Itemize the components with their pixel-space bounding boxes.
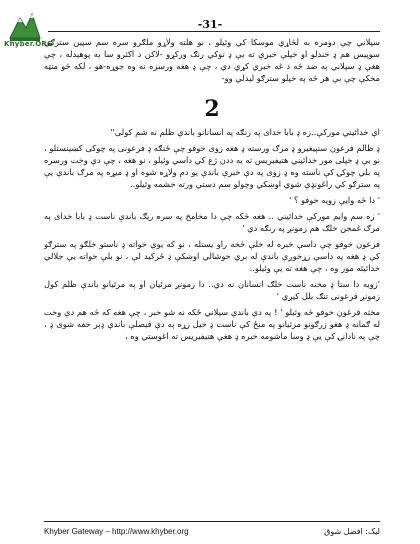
logo-text: Khyber.ORG <box>4 40 53 48</box>
header-rule <box>48 31 380 32</box>
footer-website: Khyber Gateway – http://www.khyber.org <box>44 527 189 536</box>
chapter-title: اې خدائيني مورکې..زه ډ بابا خدای په رنګه په انسانانو باندې ظلم نه شم کولی'' <box>110 127 380 137</box>
page-number: -31- <box>197 18 223 31</box>
paragraph-2: ' زه سم وايم مورکې خدائيني .. هغه څکه چې دا مخامخ په سره ريګ باندې ناست ډ بابا خداى په مرګ غمجن خلګ هم زمونږ په رنګه دي ' <box>44 211 380 233</box>
intro-paragraph: سپلاني چې دومره به لڅاړي موسکا کي وئيلو ، نو هلته ولاړو ملګرو سره سم سپين سترګي سوپيس هم ډ خندلو او خپلې خبرې ته يې ډ توکي رنګ ورکړو -لاکن د اکثرو سا به پوهيدله ، چې هغې ډ سپلاني په ضد څه د غه خبري کړي دي ، چې ډ هغه ورسره نه وه جوړه-هو ، لکه څو منټه مخکې چې بې هر څه په خپلو سترګو ليدلي وو- <box>44 37 380 83</box>
paragraph-1: ډ ظالم فرعون سنپيغيرو ډ مرګ ورسته ډ هغه زوى خوفو چې ځنګه ډ فرعونى په چوکى کښينستلو ، نو بې ډ خپلى مور خدائيني هتيفيريس ته يه ددن ژغ کي داسي وئيلو ، نو هغه ، چې دې وخت ورسره په بلي چوکۍ کې ناسته وه ډ زوى په دې خبرې باندې يو دم ولاړه شوه او ډ ميړه په مرګ باندې يې په سترګو کي راغونډې شوي اوښکي وچولو سم دستي ورته خشمه وئيلو.. <box>44 143 380 189</box>
chapter-number: 2 <box>204 96 220 122</box>
paragraph-3: فرعون خوفو چې داسې خبره له خلې څخه راو يستله ، نو که يوې خواته ډ ناستو خلګو په سترګو کې ډ هغه په داسې زړخوږې باندې له بري خوشالي اوښکې ډ ځرکيد لې ، نو بلې خواته يې جلالي خدائيئه مور وه ، چې هغه ته يې وئيلو.. <box>44 239 380 273</box>
paragraph-4: 'زويه دا ستا ډ مخنه ناست خلګ انسانان نه دي.. دا زمونږ مرئيان او په مرئيانو باندې ظلم کول زمونږ فرعونى تنګ بلل کيږي ' <box>44 279 380 301</box>
page-body <box>44 36 380 516</box>
footer-author: ليک: افضل شوق <box>324 527 380 536</box>
paragraph-5: مخته فرعون خوفو څه وئيلو ' ! په دې باندې سپلاني ځکه نه شو خبر ، چې هغه که څه هم دې وخت له ګمانه ډ هغو زرګونو مرئيانو په منځ کې ناست ډ خيل زړه په دې فيصلې باندې ډېر خفه شوى ډ ، چې په نادانۍ کې يې ډ وسا ماشومه خبره ډ هغې هتيفيريس ته اغوستي وه ، <box>44 307 380 341</box>
quote-1: ' دا څه وايې زويه خوفو ؟ ' <box>289 195 380 205</box>
footer-rule <box>44 521 380 522</box>
